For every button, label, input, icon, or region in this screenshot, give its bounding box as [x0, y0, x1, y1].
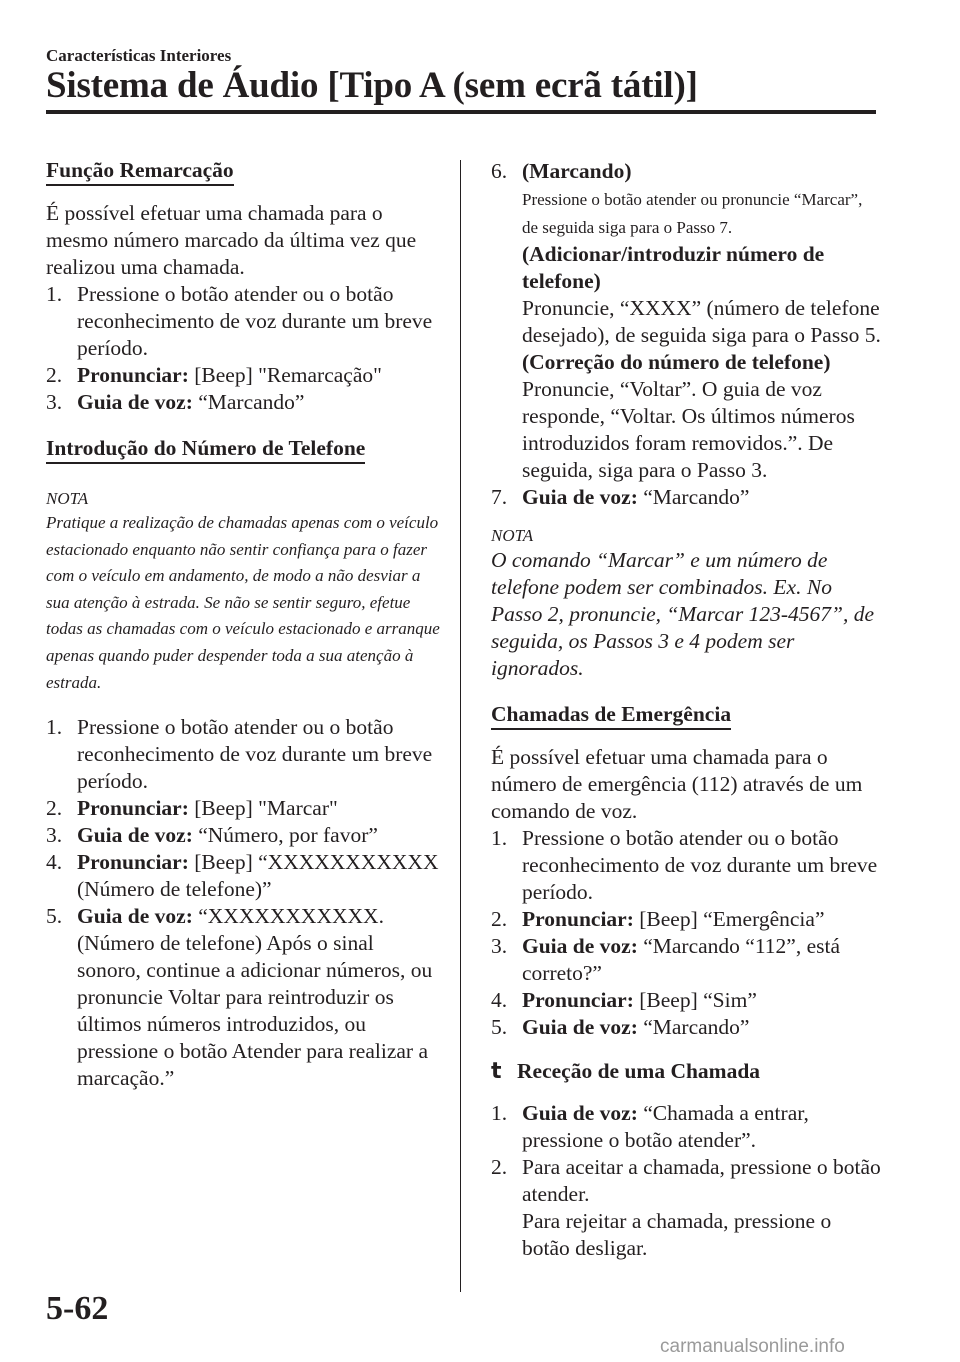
list-item: 5. Guia de voz: “Marcando” [491, 1015, 750, 1039]
list-item: 1. Guia de voz: “Chamada a entrar, pressione o botão atender”. [491, 1101, 809, 1152]
phone-input-steps [46, 714, 442, 1092]
nota-box [46, 488, 442, 696]
step6-text-add-number: Pronuncie, “XXXX” (número de telefone desejado), de seguida siga para o Passo 5. [522, 296, 881, 347]
receive-steps [491, 1100, 881, 1262]
list-item: 3. Guia de voz: “Marcando “112”, está correto?” [491, 934, 841, 985]
list-item: 2. Para aceitar a chamada, pressione o botão atender. Para rejeitar a chamada, pressione o botão desligar. [491, 1155, 881, 1260]
section-title-phone-input: Introdução do Número de Telefone [46, 436, 365, 464]
section-bullet-icon: t [491, 1059, 502, 1084]
list-item: 1. Pressione o botão atender ou o botão reconhecimento de voz durante um breve período. [46, 715, 433, 794]
section-title-emergency: Chamadas de Emergência [491, 702, 731, 730]
list-item: 4. Pronunciar: [Beep] “Sim” [491, 988, 757, 1012]
list-item: 1. Pressione o botão atender ou o botão reconhecimento de voz durante um breve período. [46, 282, 433, 360]
redial-intro: É possível efetuar uma chamada para o mesmo número marcado da última vez que realizou uma chamada. [46, 201, 417, 279]
nota-label: NOTA [46, 489, 89, 508]
subsection-title-receive-call: t Receção de uma Chamada [491, 1059, 761, 1084]
list-item-step-7: 7. Guia de voz: “Marcando” [491, 485, 750, 509]
left-column [46, 158, 442, 1092]
watermark: carmanualsonline.info [660, 1336, 845, 1357]
step6-heading-correct-number: (Correção do número de telefone) [522, 350, 831, 374]
column-divider [460, 160, 461, 1292]
nota-box [491, 525, 881, 682]
list-item: 1. Pressione o botão atender ou o botão reconhecimento de voz durante um breve período. [491, 826, 878, 904]
page-title: Sistema de Áudio [Tipo A (sem ecrã tátil)] [46, 65, 698, 106]
list-item: 5. Guia de voz: “XXXXXXXXXXX. (Número de telefone) Após o sinal sonoro, continue a adicionar números, ou pronuncie Voltar para reintroduzir os últimos números introduzidos, ou pressione o botão Atender para realizar a marcação.” [46, 904, 433, 1091]
page-number: 5-62 [46, 1290, 109, 1327]
step6-heading-dialing: (Marcando) [522, 159, 632, 183]
header-divider [46, 110, 876, 114]
emergency-steps [491, 825, 881, 1041]
list-item: 2. Pronunciar: [Beep] "Remarcação" [46, 363, 382, 387]
nota-label: NOTA [491, 526, 534, 545]
step6-text-dialing: Pressione o botão atender ou pronuncie “Marcar”, de seguida siga para o Passo 7. [522, 190, 863, 237]
section-title-redial: Função Remarcação [46, 158, 234, 186]
step6-heading-add-number: (Adicionar/introduzir número de telefone) [522, 242, 825, 293]
step6-text-correct-number: Pronuncie, “Voltar”. O guia de voz responde, “Voltar. Os últimos números introduzidos foram removidos.”. De seguida, siga para o Passo 3. [522, 377, 855, 482]
emergency-intro: É possível efetuar uma chamada para o número de emergência (112) através de um comando de voz. [491, 745, 863, 823]
reject-call-text: Para rejeitar a chamada, pressione o botão desligar. [522, 1209, 832, 1260]
list-item: 3. Guia de voz: “Marcando” [46, 390, 305, 414]
list-item: 4. Pronunciar: [Beep] “XXXXXXXXXXX (Número de telefone)” [46, 850, 439, 902]
right-column [491, 158, 881, 1262]
nota-text: Pratique a realização de chamadas apenas com o veículo estacionado enquanto não sentir confiança para o fazer com o veículo em andamento, de modo a não desviar a sua atenção à estrada. Se não se sentir seguro, efetue todas as chamadas com o veículo estacionado e arranque apenas quando puder despender toda a sua atenção à estrada. [46, 513, 440, 692]
nota-text: O comando “Marcar” e um número de telefone podem ser combinados. Ex. No Passo 2, pronuncie, “Marcar 123-4567”, de seguida, os Passos 3 e 4 podem ser ignorados. [491, 548, 875, 680]
list-item: 3. Guia de voz: “Número, por favor” [46, 823, 378, 848]
chapter-label: Características Interiores [46, 46, 232, 65]
list-item: 2. Pronunciar: [Beep] “Emergência” [491, 907, 825, 931]
list-item-step-6: 6. (Marcando) Pressione o botão atender ou pronuncie “Marcar”, de seguida siga para o Passo 7. (Adicionar/introduzir número de telefone) Pronuncie, “XXXX” (número de telefone desejado), de seguida siga para o Passo 5. (Correção do número de telefone) Pronuncie, “Voltar”. O guia de voz responde, “Voltar. Os últimos números introduzidos foram removidos.”. De seguida, siga para o Passo 3. [491, 159, 881, 482]
redial-steps [46, 281, 442, 416]
list-item: 2. Pronunciar: [Beep] "Marcar" [46, 796, 338, 821]
